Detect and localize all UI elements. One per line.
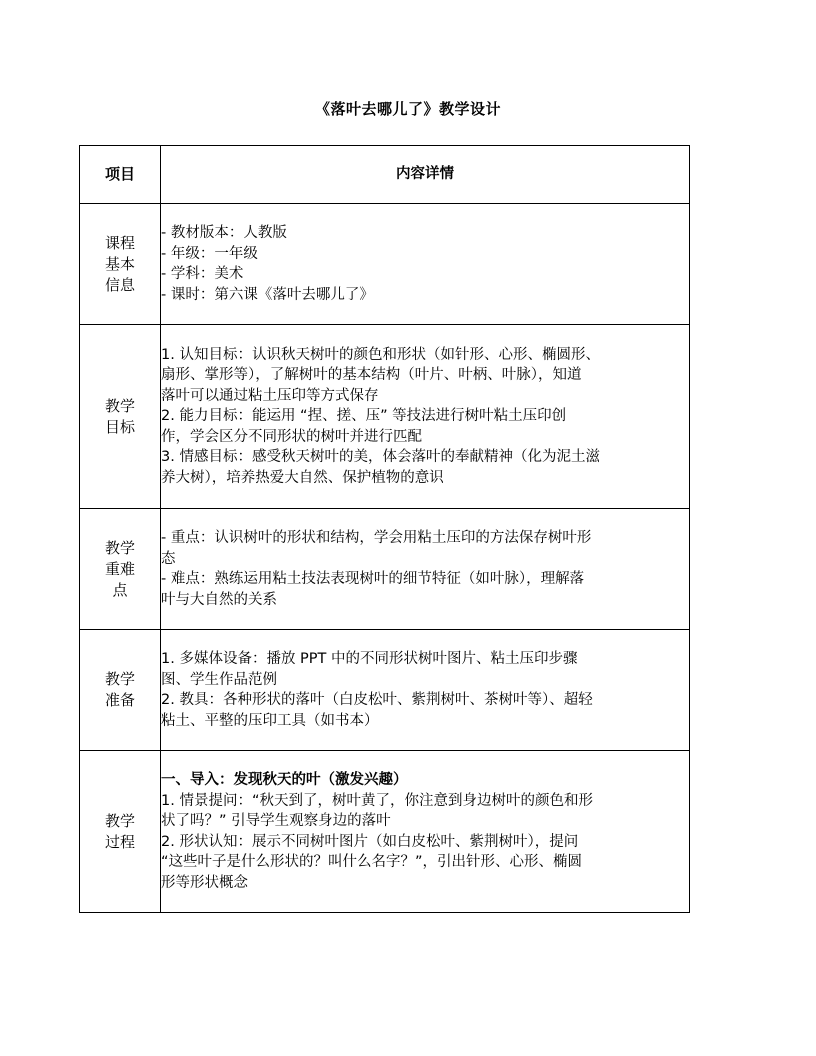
row-label-line: 点	[112, 580, 128, 599]
content-line: 粘土、平整的压印工具（如书本）	[161, 712, 379, 729]
content-line: 图、学生作品范例	[161, 671, 277, 688]
table-row	[80, 630, 690, 751]
content-line: - 难点：熟练运用粘土技法表现树叶的细节特征（如叶脉），理解落	[161, 571, 585, 587]
row-label-line: 信息	[104, 275, 135, 294]
row-label-key-points	[80, 509, 161, 630]
section-heading: 一、导入：发现秋天的叶（激发兴趣）	[161, 772, 408, 788]
content-line: 2. 能力目标：能运用 “捏、搓、压” 等技法进行树叶粘土压印创	[161, 408, 567, 425]
row-label-line: 教学	[104, 811, 135, 830]
content-line: 叶与大自然的关系	[161, 591, 277, 608]
row-content-basic-info	[161, 204, 690, 325]
row-content-process	[161, 751, 690, 913]
row-label-line: 过程	[104, 832, 135, 851]
content-line: - 课时：第六课《落叶去哪儿了》	[161, 286, 374, 303]
content-line: 扇形、掌形等），了解树叶的基本结构（叶片、叶柄、叶脉），知道	[161, 367, 582, 384]
content-line: - 年级：一年级	[161, 245, 258, 262]
row-label-process	[80, 751, 161, 913]
table-row	[80, 509, 690, 630]
table-header-row	[80, 146, 690, 204]
lesson-plan-table	[79, 145, 690, 913]
row-label-line: 课程	[104, 233, 135, 252]
row-label-line: 基本	[104, 254, 135, 273]
content-line: 状了吗？” 引导学生观察身边的落叶	[161, 813, 391, 829]
content-line: 2. 教具：各种形状的落叶（白皮松叶、紫荆树叶、茶树叶等）、超轻	[161, 692, 593, 708]
document-title: 《落叶去哪儿了》教学设计	[314, 100, 501, 118]
row-label-line: 教学	[104, 538, 135, 557]
content-line: 1. 认知目标：认识秋天树叶的颜色和形状（如针形、心形、椭圆形、	[161, 346, 600, 363]
content-line: 形等形状概念	[161, 874, 248, 891]
row-label-basic-info	[80, 204, 161, 325]
content-line: 3. 情感目标：感受秋天树叶的美，体会落叶的奉献精神（化为泥土滋	[161, 449, 600, 466]
content-line: - 教材版本：人教版	[161, 225, 287, 241]
content-line: 作，学会区分不同形状的树叶并进行匹配	[161, 428, 422, 445]
content-line: 态	[161, 550, 176, 567]
content-line: - 学科：美术	[161, 266, 244, 282]
content-line: 1. 多媒体设备：播放 PPT 中的不同形状树叶图片、粘土压印步骤	[161, 651, 578, 667]
table-row	[80, 325, 690, 509]
row-content-preparation	[161, 630, 690, 751]
header-item: 项目	[80, 146, 161, 204]
row-label-objectives	[80, 325, 161, 509]
row-label-line: 准备	[104, 691, 135, 709]
content-line: “这些叶子是什么形状的？叫什么名字？”，引出针形、心形、椭圆	[161, 854, 583, 870]
row-label-line: 教学	[104, 396, 135, 415]
content-line: 落叶可以通过粘土压印等方式保存	[161, 387, 379, 404]
row-content-key-points	[161, 509, 690, 630]
table-row	[80, 204, 690, 325]
content-line: 养大树），培养热爱大自然、保护植物的意识	[161, 469, 444, 486]
content-line: 2. 形状认知：展示不同树叶图片（如白皮松叶、紫荆树叶），提问	[161, 833, 579, 850]
header-content: 内容详情	[161, 146, 690, 204]
content-line: 1. 情景提问：“秋天到了，树叶黄了，你注意到身边树叶的颜色和形	[161, 792, 593, 809]
row-label-line: 目标	[104, 417, 135, 436]
row-label-preparation	[80, 630, 161, 751]
row-label-line: 教学	[104, 670, 135, 688]
table-row	[80, 751, 690, 913]
row-label-line: 重难	[104, 559, 135, 578]
row-content-objectives	[161, 325, 690, 509]
content-line: - 重点：认识树叶的形状和结构，学会用粘土压印的方法保存树叶形	[161, 530, 592, 546]
